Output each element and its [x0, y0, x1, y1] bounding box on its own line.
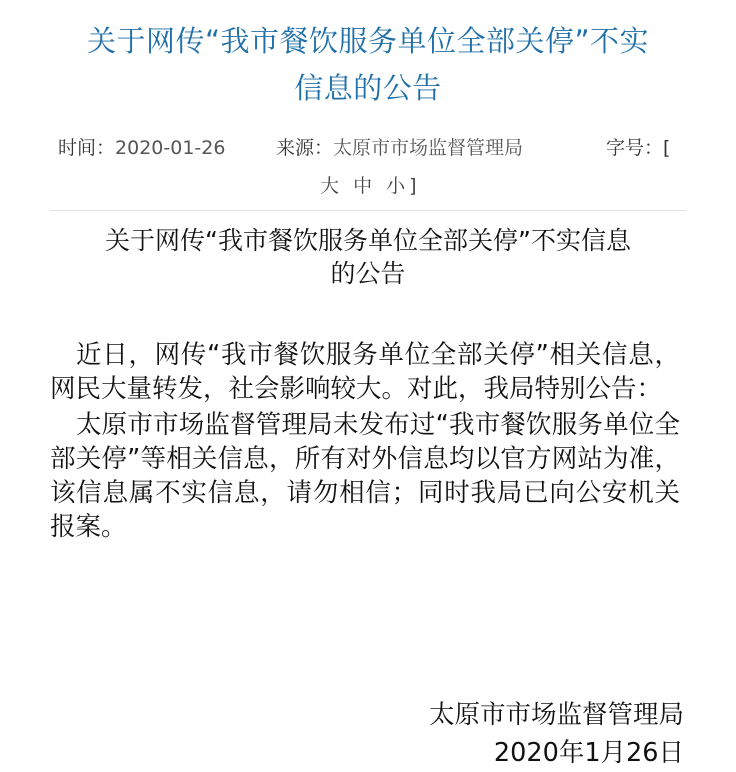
font-size-bracket-close: ]	[409, 175, 421, 197]
header-divider	[50, 210, 686, 211]
font-size-large-button[interactable]: 大	[320, 175, 344, 197]
article-signature	[429, 696, 684, 772]
font-size-small-button[interactable]: 小	[386, 175, 410, 197]
page-title-line-2: 信息的公告	[294, 71, 442, 105]
signature-org: 太原市市场监督管理局	[428, 700, 684, 730]
font-size-options	[320, 171, 421, 201]
article-meta	[58, 133, 688, 197]
article-paragraph-1: 近日，网传“我市餐饮服务单位全部关停”相关信息，网民大量转发，社会影响较大。对此，我局特别公告：	[50, 340, 680, 404]
source-value: 太原市市场监督管理局	[333, 137, 524, 159]
font-size-label: 字号：[	[606, 137, 671, 159]
publish-time	[58, 133, 225, 163]
publish-time-value: 2020-01-26	[115, 137, 226, 159]
signature-date: 2020年1月26日	[493, 738, 684, 768]
article-title-line-2: 的公告	[330, 259, 406, 288]
page-title-line-1: 关于网传“我市餐饮服务单位全部关停”不实	[86, 24, 650, 58]
publish-time-label: 时间：	[58, 137, 116, 159]
source-label: 来源：	[276, 137, 334, 159]
article-title-line-1: 关于网传“我市餐饮服务单位全部关停”不实信息	[105, 226, 631, 255]
article-paragraph-2: 太原市市场监督管理局未发布过“我市餐饮服务单位全部关停”等相关信息，所有对外信息均以官方网站为准，该信息属不实信息，请勿相信；同时我局已向公安机关报案。	[50, 410, 680, 542]
page-title	[40, 18, 696, 112]
meta-row	[58, 133, 688, 163]
article-source	[276, 133, 523, 163]
font-size-control	[606, 133, 670, 163]
article-title	[50, 224, 686, 290]
font-size-medium-button[interactable]: 中	[353, 175, 377, 197]
article-body	[50, 338, 680, 546]
